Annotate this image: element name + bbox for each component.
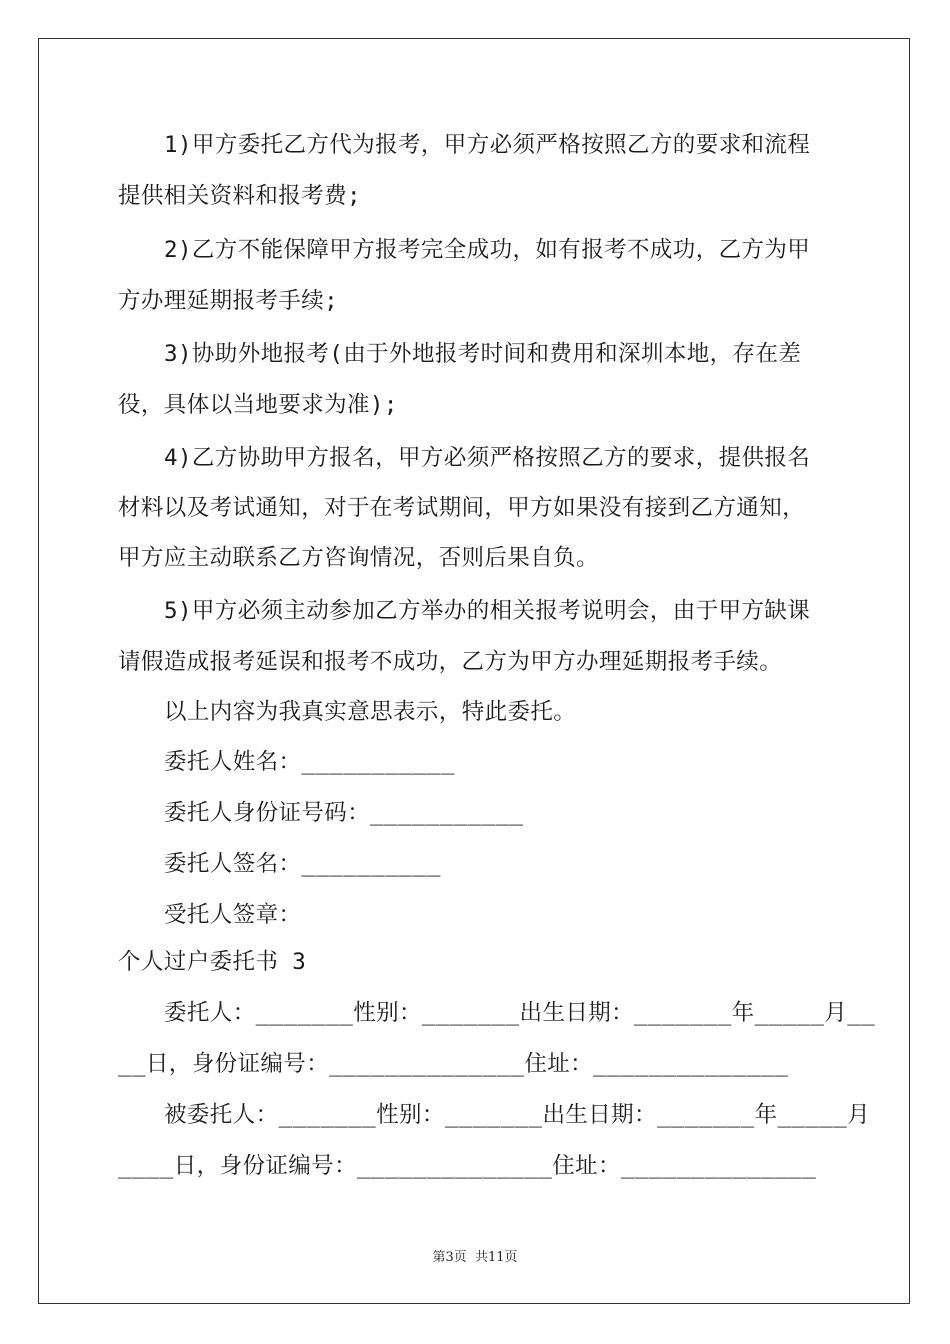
agent-seal-field: 受托人签章： [164, 902, 302, 928]
page-footer [0, 1246, 950, 1265]
clause-1-line-1: 1)甲方委托乙方代为报考，甲方必须严格按照乙方的要求和流程 [164, 132, 811, 158]
clause-2-line-2: 方办理延期报考手续; [118, 288, 339, 314]
clause-2-line-1: 2)乙方不能保障甲方报考完全成功，如有报考不成功，乙方为甲 [164, 237, 811, 263]
agent-info-line-2: ____日，身份证编号：______________住址：______________ [118, 1153, 817, 1179]
principal-signature-field: 委托人签名：__________ [164, 851, 441, 877]
page-number: 第3页 [432, 1250, 467, 1265]
clause-4-line-3: 甲方应主动联系乙方咨询情况，否则后果自负。 [118, 545, 599, 571]
principal-name-field: 委托人姓名：___________ [164, 749, 455, 775]
clause-5-line-1: 5)甲方必须主动参加乙方举办的相关报考说明会，由于甲方缺课 [164, 598, 811, 624]
principal-info-line-1: 委托人：_______性别：_______出生日期：_______年_____月__ [164, 1000, 876, 1026]
clause-3-line-2: 役，具体以当地要求为准); [118, 392, 398, 418]
clause-3-line-1: 3)协助外地报考(由于外地报考时间和费用和深圳本地，存在差 [164, 341, 802, 367]
section-title: 个人过户委托书 3 [118, 949, 307, 975]
clause-5-line-2: 请假造成报考延误和报考不成功，乙方为甲方办理延期报考手续。 [118, 649, 783, 675]
clause-4-line-1: 4)乙方协助甲方报名，甲方必须严格按照乙方的要求，提供报名 [164, 445, 811, 471]
principal-info-line-2: __日，身份证编号：______________住址：______________ [118, 1051, 789, 1077]
declaration-text: 以上内容为我真实意思表示，特此委托。 [164, 699, 577, 725]
clause-4-line-2: 材料以及考试通知，对于在考试期间，甲方如果没有接到乙方通知， [118, 495, 806, 521]
agent-info-line-1: 被委托人：_______性别：_______出生日期：_______年_____月 [164, 1102, 871, 1128]
total-pages: 共11页 [474, 1250, 518, 1265]
principal-id-field: 委托人身份证号码：___________ [164, 800, 524, 826]
clause-1-line-2: 提供相关资料和报考费; [118, 183, 361, 209]
